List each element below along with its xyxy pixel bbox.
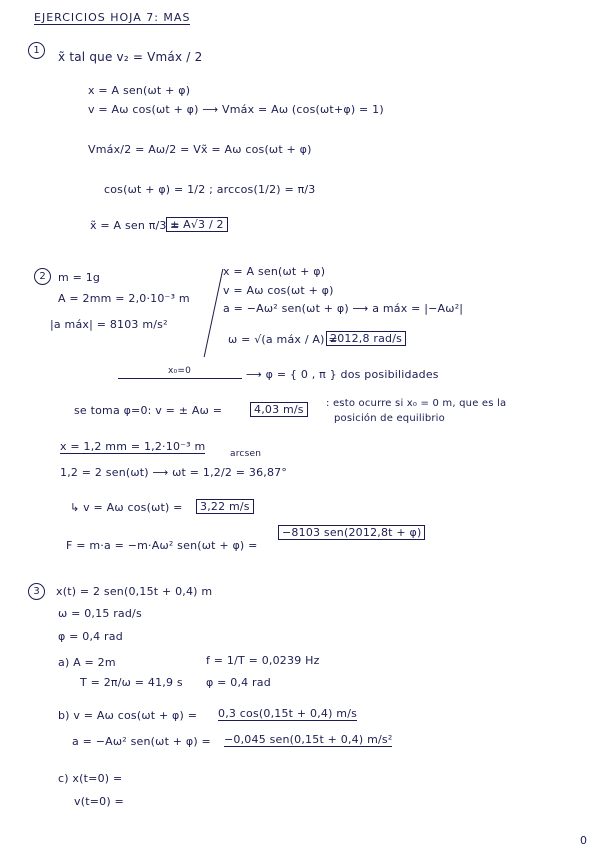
- ex2-position-axis: [118, 378, 242, 379]
- exercise-3-number: 3: [28, 583, 45, 600]
- exercise-1-number: 1: [28, 42, 45, 59]
- ex3-c-position: c) x(t=0) =: [58, 772, 123, 785]
- ex2-amplitude: A = 2mm = 2,0·10⁻³ m: [58, 292, 190, 305]
- ex1-line-4: cos(ωt + φ) = 1/2 ; arccos(1/2) = π/3: [104, 183, 316, 196]
- ex3-b-velocity-answer: 0,3 cos(0,15t + 0,4) m/s: [218, 707, 358, 720]
- ex2-amax: |a máx| = 8103 m/s²: [50, 318, 168, 331]
- ex3-c-velocity: v(t=0) =: [74, 795, 124, 808]
- ex2-x-value: x = 1,2 mm = 1,2·10⁻³ m: [60, 440, 206, 453]
- ex3-phase: φ = 0,4 rad: [58, 630, 123, 643]
- ex3-b-acceleration: a = −Aω² sen(ωt + φ) =: [72, 735, 211, 748]
- ex2-axis-label: x₀=0: [168, 366, 192, 376]
- ex2-phase-options: ⟶ φ = { 0 , π } dos posibilidades: [246, 368, 439, 381]
- ex2-take-answer: 4,03 m/s: [250, 402, 308, 417]
- ex2-force: F = m·a = −m·Aω² sen(ωt + φ) =: [66, 539, 258, 552]
- ex1-statement: x̃ tal que v₂ = Vmáx / 2: [58, 50, 203, 64]
- ex2-omega-answer: 2012,8 rad/s: [326, 331, 406, 346]
- ex2-divider: [204, 269, 224, 357]
- exercise-2-number: 2: [34, 268, 51, 285]
- ex1-line-3: Vmáx/2 = Aω/2 = Vx̃ = Aω cos(ωt + φ): [88, 143, 312, 156]
- ex2-velocity-answer: 3,22 m/s: [196, 499, 254, 514]
- ex3-period: T = 2π/ω = 41,9 s: [80, 676, 183, 689]
- ex1-line-2: v = Aω cos(ωt + φ) ⟶ Vmáx = Aω (cos(ωt+φ) = 1): [88, 103, 384, 116]
- ex3-position-function: x(t) = 2 sen(0,15t + 0,4) m: [56, 585, 213, 598]
- ex2-v-equation: v = Aω cos(ωt + φ): [223, 284, 334, 297]
- ex3-b-velocity: b) v = Aω cos(ωt + φ) =: [58, 709, 198, 722]
- ex2-force-answer: −8103 sen(2012,8t + φ): [278, 525, 425, 540]
- ex2-a-equation: a = −Aω² sen(ωt + φ) ⟶ a máx = |−Aω²|: [223, 302, 464, 315]
- ex2-note-1: : esto ocurre si x₀ = 0 m, que es la: [326, 398, 507, 409]
- page-mark: 0: [580, 834, 588, 847]
- ex2-solve: 1,2 = 2 sen(ωt) ⟶ ωt = 1,2/2 = 36,87°: [60, 466, 288, 479]
- ex3-a-amplitude: a) A = 2m: [58, 656, 116, 669]
- page-title: EJERCICIOS HOJA 7: MAS: [34, 11, 191, 24]
- ex3-frequency: f = 1/T = 0,0239 Hz: [206, 654, 320, 667]
- ex1-line-5: x̃ = A sen π/3 =: [90, 219, 180, 232]
- ex1-answer: ± A√3 / 2: [166, 217, 228, 232]
- ex2-velocity: ↳ v = Aω cos(ωt) =: [70, 501, 183, 514]
- ex3-omega: ω = 0,15 rad/s: [58, 607, 142, 620]
- ex2-mass: m = 1g: [58, 271, 101, 284]
- ex3-phase-2: φ = 0,4 rad: [206, 676, 271, 689]
- ex3-b-acceleration-answer: −0,045 sen(0,15t + 0,4) m/s²: [224, 733, 393, 746]
- ex2-omega: ω = √(a máx / A) =: [228, 333, 338, 346]
- ex1-line-1: x = A sen(ωt + φ): [88, 84, 191, 97]
- ex2-take-phase: se toma φ=0: v = ± Aω =: [74, 404, 223, 417]
- ex2-note-2: posición de equilibrio: [334, 413, 445, 424]
- ex2-x-equation: x = A sen(ωt + φ): [223, 265, 326, 278]
- ex2-arcsen-label: arcsen: [230, 449, 262, 459]
